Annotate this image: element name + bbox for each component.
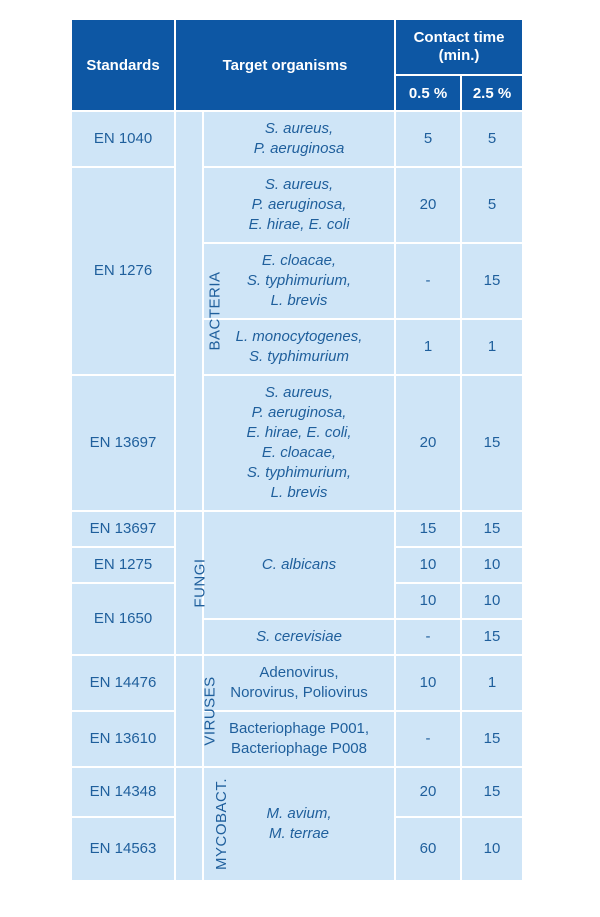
organisms-cell — [203, 167, 395, 243]
organism-line: S. aureus, — [264, 384, 334, 401]
organism-line: E. hirae, E. coli — [248, 216, 350, 233]
standard-cell: EN 1040 — [71, 111, 175, 167]
organism-line: E. hirae, E. coli, — [246, 424, 352, 441]
value-cell-05: 10 — [395, 583, 461, 619]
contact-time-line1: Contact time — [413, 29, 505, 46]
table-row — [71, 711, 523, 767]
value-cell-05: 20 — [395, 375, 461, 511]
value-cell-05: 15 — [395, 511, 461, 547]
value-cell-05: - — [395, 619, 461, 655]
organisms-cell — [203, 111, 395, 167]
organism-line: Bacteriophage P001, — [228, 720, 370, 737]
standard-cell: EN 13697 — [71, 511, 175, 547]
category-label: BACTERIA — [206, 271, 224, 351]
category-label: MYCOBACT. — [213, 777, 231, 871]
organism-line: E. cloacae, — [261, 444, 337, 461]
standard-cell: EN 14563 — [71, 817, 175, 881]
organism-line: C. albicans — [261, 556, 337, 573]
value-cell-05: 1 — [395, 319, 461, 375]
value-cell-25: 15 — [461, 375, 523, 511]
standard-cell: EN 1276 — [71, 167, 175, 375]
value-cell-05: - — [395, 243, 461, 319]
organism-line: P. aeruginosa, — [251, 196, 347, 213]
value-cell-25: 10 — [461, 547, 523, 583]
category-viruses — [175, 655, 219, 767]
value-cell-25: 1 — [461, 655, 523, 711]
organisms-cell — [203, 319, 395, 375]
value-cell-25: 15 — [461, 711, 523, 767]
value-cell-25: 15 — [461, 619, 523, 655]
value-cell-05: 20 — [395, 767, 461, 817]
value-cell-05: - — [395, 711, 461, 767]
disinfection-table-container — [70, 18, 522, 882]
organism-line: S. typhimurium, — [246, 464, 352, 481]
organism-line: Adenovirus, — [259, 664, 339, 681]
header-conc-25: 2.5 % — [461, 75, 523, 111]
organism-line: S. cerevisiae — [256, 628, 342, 645]
value-cell-25: 15 — [461, 243, 523, 319]
category-mycobact — [175, 767, 231, 881]
organisms-cell — [203, 375, 395, 511]
organism-line: Norovirus, Poliovirus — [230, 684, 368, 701]
standard-cell: EN 1275 — [71, 547, 175, 583]
value-cell-05: 5 — [395, 111, 461, 167]
standard-cell: EN 1650 — [71, 583, 175, 655]
organisms-cell — [203, 619, 395, 655]
organism-line: P. aeruginosa — [253, 140, 345, 157]
table-row — [71, 167, 523, 243]
category-fungi — [175, 511, 209, 655]
standard-cell: EN 13697 — [71, 375, 175, 511]
organisms-cell — [203, 711, 395, 767]
value-cell-05: 10 — [395, 655, 461, 711]
organism-line: S. aureus, — [264, 176, 334, 193]
value-cell-25: 1 — [461, 319, 523, 375]
organisms-cell — [203, 511, 395, 619]
standard-cell: EN 14476 — [71, 655, 175, 711]
organisms-cell — [203, 243, 395, 319]
table-row — [71, 767, 523, 817]
organisms-cell — [203, 655, 395, 711]
category-label: VIRUSES — [201, 676, 219, 746]
value-cell-05: 60 — [395, 817, 461, 881]
table-row — [71, 111, 523, 167]
organism-line: L. brevis — [270, 292, 328, 309]
organism-line: M. terrae — [269, 825, 330, 842]
table-row — [71, 511, 523, 547]
category-bacteria — [175, 111, 224, 511]
disinfection-standards-table — [70, 18, 524, 882]
organism-line: Bacteriophage P008 — [231, 740, 367, 757]
organism-line: E. cloacae, — [261, 252, 337, 269]
organism-line: L. brevis — [270, 484, 328, 501]
header-target-organisms: Target organisms — [175, 19, 395, 111]
value-cell-25: 5 — [461, 167, 523, 243]
contact-time-line2: (min.) — [438, 47, 480, 64]
organism-line: L. monocytogenes, — [235, 328, 363, 345]
header-conc-05: 0.5 % — [395, 75, 461, 111]
organism-line: S. typhimurium — [248, 348, 350, 365]
value-cell-25: 15 — [461, 767, 523, 817]
value-cell-25: 5 — [461, 111, 523, 167]
organism-line: S. aureus, — [264, 120, 334, 137]
value-cell-05: 20 — [395, 167, 461, 243]
value-cell-25: 10 — [461, 583, 523, 619]
standard-cell: EN 13610 — [71, 711, 175, 767]
table-row — [71, 655, 523, 711]
standard-cell: EN 14348 — [71, 767, 175, 817]
organism-line: P. aeruginosa, — [251, 404, 347, 421]
table-row — [71, 375, 523, 511]
category-label: FUNGI — [191, 558, 209, 608]
value-cell-05: 10 — [395, 547, 461, 583]
header-contact-time — [395, 19, 523, 75]
organism-line: M. avium, — [266, 805, 332, 822]
value-cell-25: 10 — [461, 817, 523, 881]
organism-line: S. typhimurium, — [246, 272, 352, 289]
header-standards: Standards — [71, 19, 175, 111]
value-cell-25: 15 — [461, 511, 523, 547]
